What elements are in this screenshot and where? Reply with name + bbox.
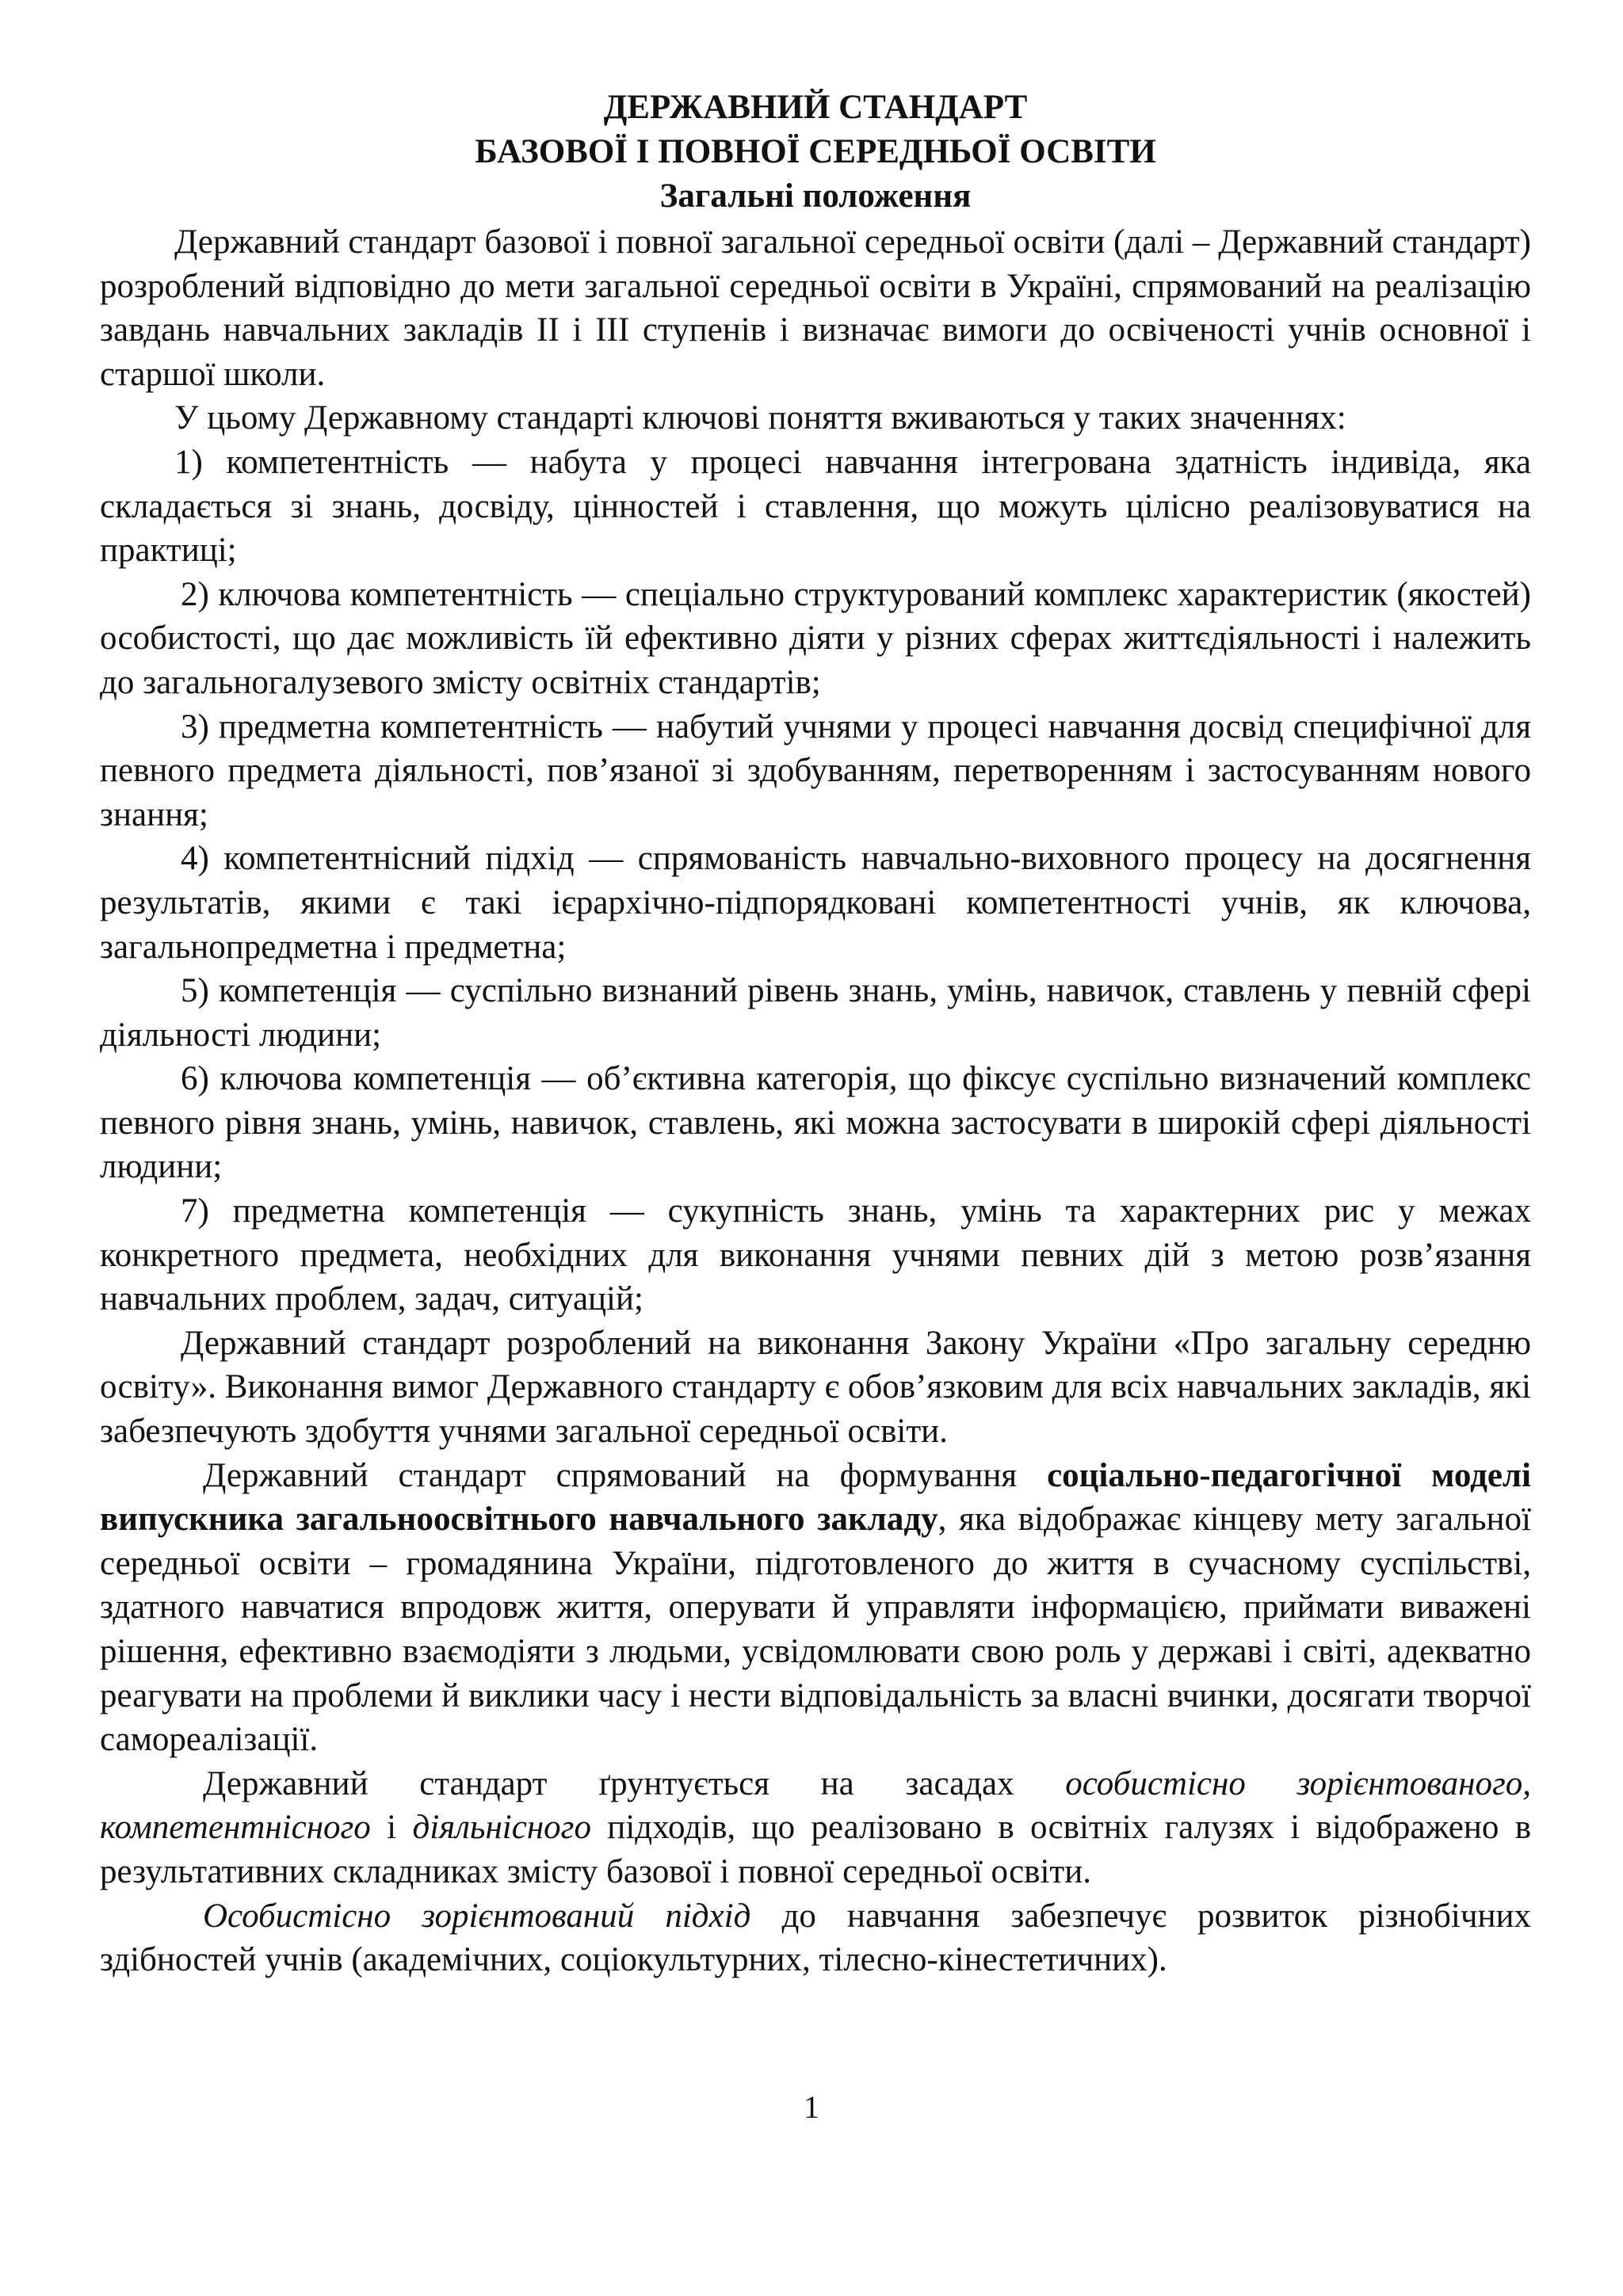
- intro-paragraph: Державний стандарт базової і повної загальної середньої освіти (далі – Державний стандарт) розроблений відповідно до мети загальної середньої освіти в Україні, спрямований на реалізацію завдань навчальних закладів ІІ і ІІІ ступенів і визначає вимоги до освіченості учнів основної і старшої школи.: [100, 223, 1531, 393]
- approaches-text-start: Державний стандарт ґрунтується на засадах: [203, 1764, 1066, 1802]
- definition-3: 3) предметна компетентність — набутий учнями у процесі навчання досвід специфічної для певного предмета діяльності, пов’язаної зі здобуванням, перетворенням і застосуванням нового знання;: [100, 707, 1531, 833]
- definition-5: 5) компетенція — суспільно визнаний рівень знань, умінь, навичок, ставлень у певній сфері діяльності людини;: [100, 972, 1531, 1054]
- definitions-intro: У цьому Державному стандарті ключові поняття вживаються у таких значеннях:: [174, 399, 1346, 437]
- graduate-model-text-end: , яка відображає кінцеву мету загальної середньої освіти – громадянина України, підготовленого до життя в сучасному суспільстві, здатного навчатися впродовж життя, оперувати й управляти інформацією, приймати виважені рішення, ефективно взаємодіяти з людьми, усвідомлювати свою роль у державі і світі, адекватно реагувати на проблеми й виклики часу і нести відповідальність за власні вчинки, досягати творчої самореалізації.: [100, 1501, 1531, 1759]
- approaches-paragraph: [100, 1762, 1531, 1894]
- document-page: [100, 86, 1531, 1982]
- definition-7: 7) предметна компетенція — сукупність знань, умінь та характерних рис у межах конкретного предмета, необхідних для виконання учнями певних дій з метою розв’язання навчальних проблем, задач, ситуацій;: [100, 1192, 1531, 1318]
- document-title-line-2: БАЗОВОЇ І ПОВНОЇ СЕРЕДНЬОЇ ОСВІТИ: [475, 133, 1156, 170]
- definition-4: 4) компетентнісний підхід — спрямованість навчально-виховного процесу на досягнення результатів, якими є такі ієрархічно-підпорядковані компетентності учнів, як ключова, загальнопредметна і предметна;: [100, 840, 1531, 966]
- graduate-model-emphasis: соціально-педагогічної моделі випускника загальноосвітнього навчального закладу: [100, 1456, 1531, 1539]
- document-title-line-1: ДЕРЖАВНИЙ СТАНДАРТ: [603, 89, 1028, 126]
- personal-approach-paragraph: [100, 1894, 1531, 1982]
- approaches-text-end: підходів, що реалізовано в освітніх галузях і відображено в результативних складниках змісту базової і повної середньої освіти.: [100, 1809, 1532, 1890]
- graduate-model-paragraph: [100, 1454, 1531, 1762]
- definition-2: 2) ключова компетентність — спеціально структурований комплекс характеристик (якостей) особистості, що дає можливість їй ефективно діяти у різних сферах життєдіяльності і належить до загальногалузевого змісту освітніх стандартів;: [100, 575, 1531, 701]
- personal-approach-text: до навчання забезпечує розвиток різнобічних здібностей учнів (академічних, соціокультурних, тілесно-кінестетичних).: [100, 1897, 1531, 1979]
- approaches-italic-1: особистісно зорієнтованого, компетентнісного: [100, 1764, 1531, 1847]
- graduate-model-text-start: Державний стандарт спрямований на формування: [203, 1456, 1048, 1494]
- definition-1: 1) компетентність — набута у процесі навчання інтегрована здатність індивіда, яка складається зі знань, досвіду, цінностей і ставлення, що можуть цілісно реалізовуватися на практиці;: [100, 443, 1531, 570]
- page-number: 1: [804, 2089, 819, 2125]
- document-body: [100, 220, 1531, 1982]
- approaches-text-mid: і: [370, 1809, 413, 1847]
- approaches-italic-2: діяльнісного: [412, 1809, 591, 1847]
- personal-approach-italic: Особистісно зорієнтований підхід: [203, 1897, 751, 1935]
- section-heading: Загальні положення: [659, 177, 972, 215]
- law-paragraph: Державний стандарт розроблений на виконання Закону України «Про загальну середню освіту». Виконання вимог Державного стандарту є обов’язковим для всіх навчальних закладів, які забезпечують здобуття учнями загальної середньої освіти.: [100, 1324, 1531, 1451]
- definition-6: 6) ключова компетенція — об’єктивна категорія, що фіксує суспільно визначений комплекс певного рівня знань, умінь, навичок, ставлень, які можна застосувати в широкій сфері діяльності людини;: [100, 1060, 1531, 1186]
